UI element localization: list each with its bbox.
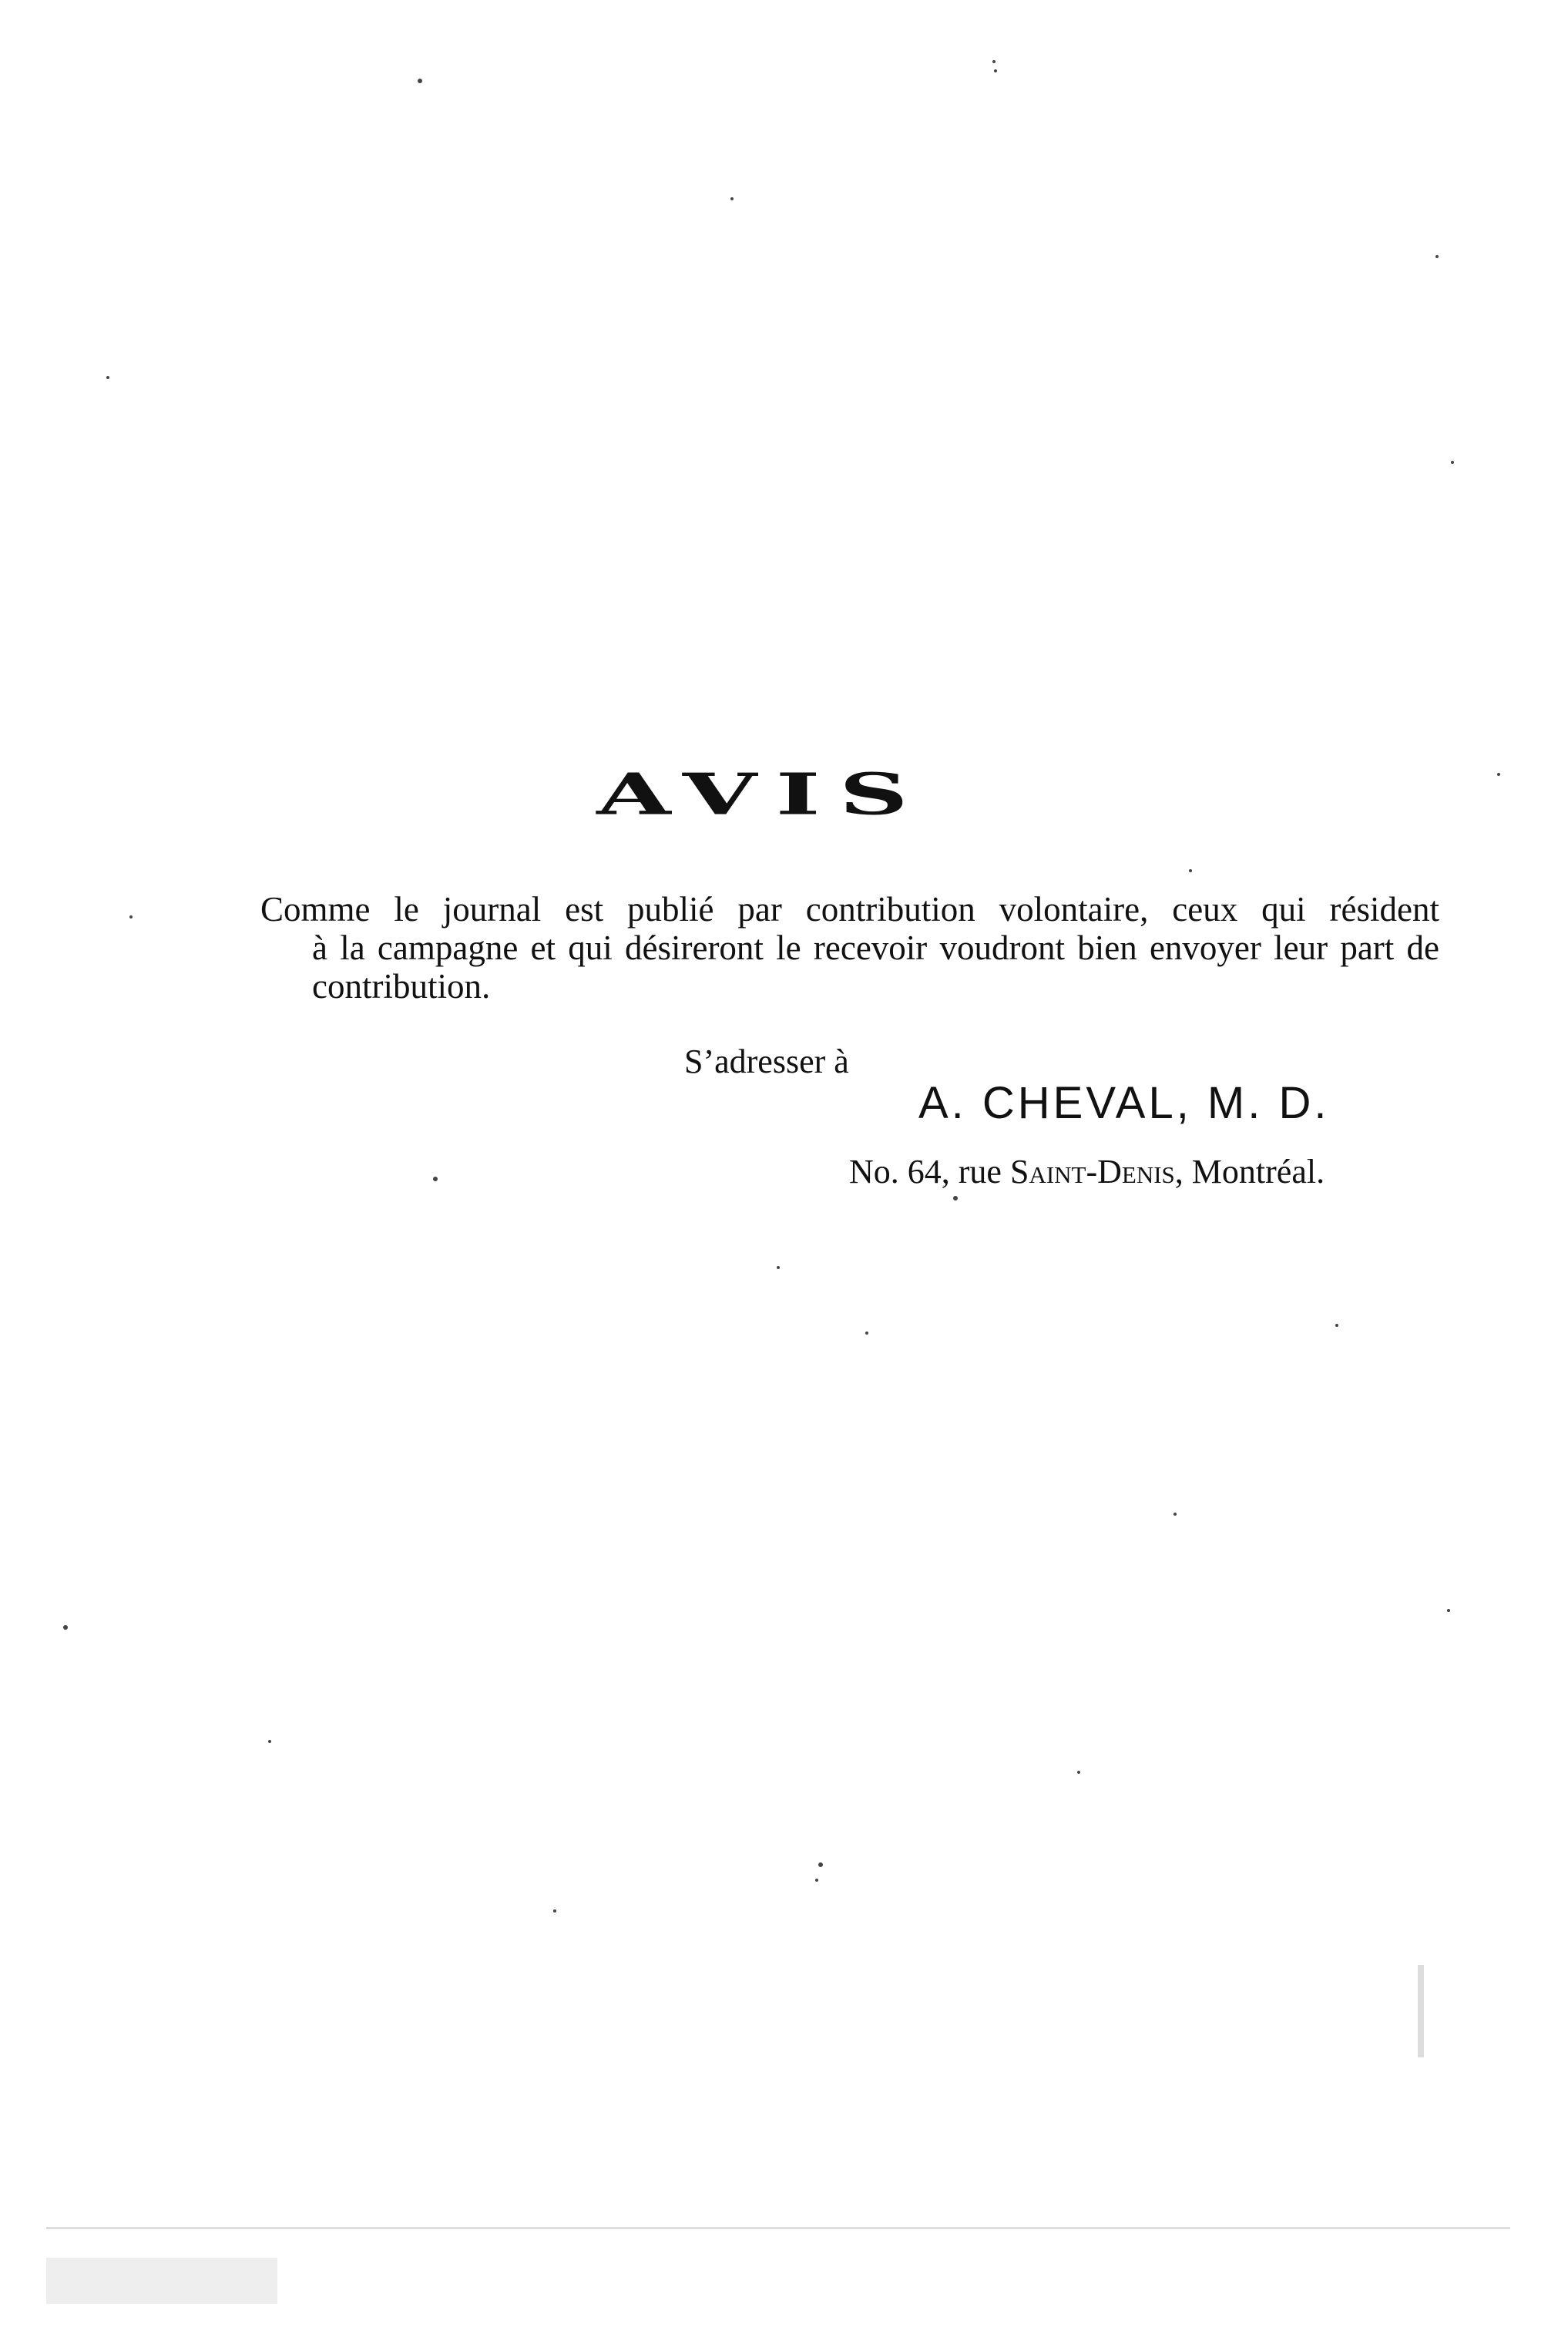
notice-title: AVIS xyxy=(596,761,927,828)
contact-address xyxy=(849,1152,1325,1191)
address-city: , Montréal. xyxy=(1174,1153,1325,1191)
notice-paragraph-first-line: Comme le journal est publié par contribution volontaire, ceux qui résident xyxy=(260,890,1439,929)
address-prefix: No. 64, rue xyxy=(849,1153,1002,1191)
contact-intro: S’adresser à xyxy=(684,1043,849,1080)
contact-name: A. CHEVAL, M. D. xyxy=(918,1078,1330,1128)
address-street: Saint-Denis xyxy=(1009,1153,1175,1191)
notice-paragraph-continuation: à la campagne et qui désireront le recevoir voudront bien envoyer leur part de contribution. xyxy=(312,929,1439,1006)
notice-paragraph xyxy=(260,890,1439,1006)
